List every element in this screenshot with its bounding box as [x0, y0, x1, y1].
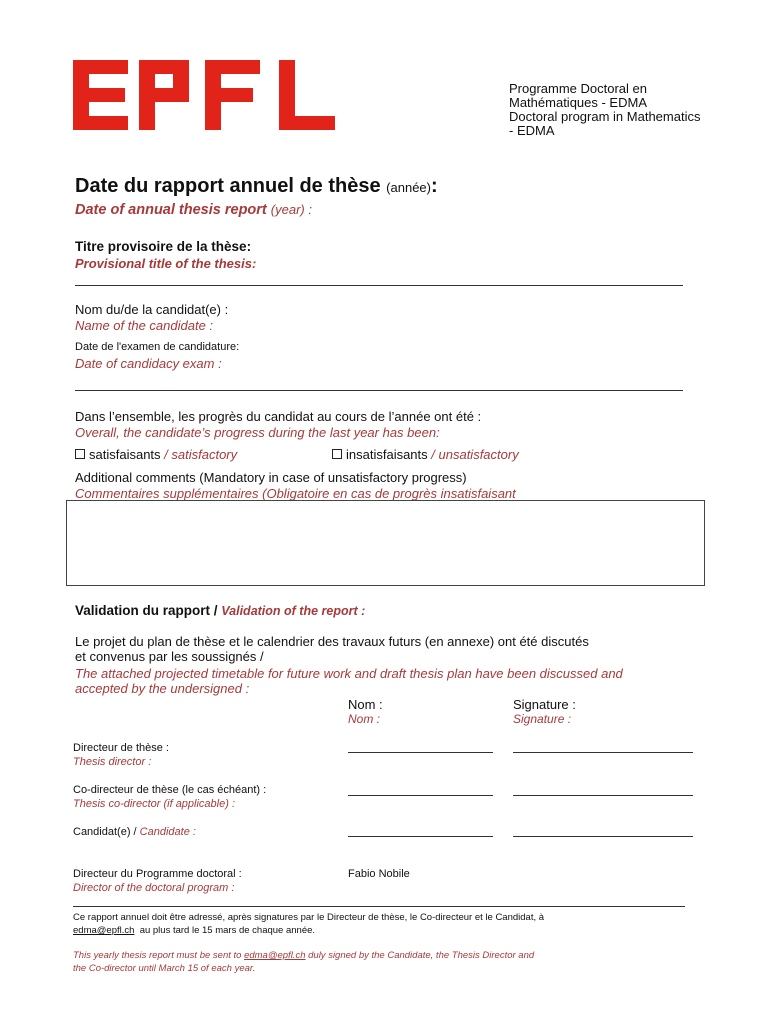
col-nom-header: Nom :: [348, 697, 383, 712]
exam-date-field[interactable]: [75, 390, 683, 391]
comments-label-fr: Commentaires supplémentaires (Obligatoire en cas de progrès insatisfaisant: [75, 486, 516, 501]
footer-en-line: This yearly thesis report must be sent to: [73, 950, 242, 961]
option-satisfactory[interactable]: [75, 447, 237, 462]
option-unsatisfactory-fr: insatisfaisants: [346, 447, 428, 462]
thesis-title-field[interactable]: [75, 285, 683, 286]
director-name-field[interactable]: [348, 752, 493, 753]
validation-paragraph-en: [75, 666, 695, 696]
footer-en-email-link[interactable]: edma@epfl.ch: [244, 950, 306, 961]
candidate-name-field[interactable]: [348, 836, 493, 837]
exam-label-en: Date of candidacy exam :: [75, 356, 222, 371]
program-header: [509, 82, 739, 138]
codirector-label: Co-directeur de thèse (le cas échéant) :: [73, 784, 267, 796]
validation-heading-fr: Validation du rapport /: [75, 603, 218, 618]
title-fr-small: (année): [386, 180, 431, 195]
comments-label: Additional comments (Mandatory in case of unsatisfactory progress): [75, 470, 467, 485]
footer-divider: [73, 906, 685, 907]
option-satisfactory-en: / satisfactory: [164, 447, 238, 462]
title-colon: :: [430, 175, 438, 197]
validation-heading: [75, 603, 365, 618]
program-director-label: Directeur du Programme doctoral :: [73, 868, 242, 880]
option-unsatisfactory[interactable]: [332, 447, 519, 462]
thesis-title-label-en: Provisional title of the thesis:: [75, 256, 257, 271]
checkbox-icon[interactable]: [75, 449, 85, 459]
validation-heading-en: Validation of the report :: [221, 604, 366, 618]
footer-en: [73, 949, 693, 975]
program-line: Programme Doctoral en: [509, 81, 647, 96]
col-signature-header-en: Signature :: [513, 712, 572, 726]
candidate-label-en: Name of the candidate :: [75, 318, 214, 333]
director-signature-field[interactable]: [513, 752, 693, 753]
codirector-name-field[interactable]: [348, 795, 493, 796]
validation-fr-line: et convenus par les soussignés /: [75, 649, 264, 664]
candidate-label: Nom du/de la candidat(e) :: [75, 302, 229, 317]
program-line: Doctoral program in Mathematics: [509, 109, 701, 124]
title-fr: Date du rapport annuel de thèse: [75, 175, 381, 197]
checkbox-icon[interactable]: [332, 449, 342, 459]
director-label-en: Thesis director :: [73, 756, 152, 768]
validation-fr-line: Le projet du plan de thèse et le calendrier des travaux futurs (en annexe) ont été discutés: [75, 634, 589, 649]
program-director-label-en: Director of the doctoral program :: [73, 882, 235, 894]
candidate-sign-en: Candidate :: [139, 826, 196, 838]
epfl-logo: [73, 60, 335, 130]
candidate-sign-fr: Candidat(e) /: [73, 826, 137, 838]
candidate-signature-field[interactable]: [513, 836, 693, 837]
comments-box[interactable]: [66, 500, 705, 586]
footer-fr: [73, 911, 693, 937]
program-director-name: Fabio Nobile: [348, 868, 410, 880]
col-signature-header: Signature :: [513, 697, 576, 712]
option-satisfactory-fr: satisfaisants: [89, 447, 161, 462]
page-title: [75, 175, 438, 198]
title-en: Date of annual thesis report: [75, 202, 267, 218]
validation-en-line: accepted by the undersigned :: [75, 681, 250, 696]
director-label: Directeur de thèse :: [73, 742, 169, 754]
program-line: Mathématiques - EDMA: [509, 95, 647, 110]
codirector-signature-field[interactable]: [513, 795, 693, 796]
progress-label-en: Overall, the candidate’s progress during the last year has been:: [75, 425, 440, 440]
exam-label: Date de l'examen de candidature:: [75, 341, 240, 353]
title-en-small: (year) :: [270, 202, 312, 217]
progress-label: Dans l’ensemble, les progrès du candidat au cours de l’année ont été :: [75, 409, 482, 424]
footer-en-line-cont: duly signed by the Candidate, the Thesis Director and: [308, 950, 535, 961]
program-line: - EDMA: [509, 123, 555, 138]
validation-paragraph-fr: [75, 634, 695, 664]
validation-en-line: The attached projected timetable for future work and draft thesis plan have been discussed and: [75, 666, 623, 681]
footer-fr-line: Ce rapport annuel doit être adressé, après signatures par le Directeur de thèse, le Co-directeur et le Candidat, à: [73, 912, 545, 923]
candidate-sign-label: [73, 826, 196, 838]
codirector-label-en: Thesis co-director (if applicable) :: [73, 798, 236, 810]
footer-email-link[interactable]: edma@epfl.ch: [73, 925, 135, 936]
page-subtitle: [75, 202, 312, 218]
thesis-title-label: Titre provisoire de la thèse:: [75, 239, 252, 254]
col-nom-header-en: Nom :: [348, 712, 381, 726]
footer-fr-line2: au plus tard le 15 mars de chaque année.: [139, 925, 316, 936]
option-unsatisfactory-en: / unsatisfactory: [431, 447, 519, 462]
footer-en-line2: the Co-director until March 15 of each year.: [73, 963, 256, 974]
